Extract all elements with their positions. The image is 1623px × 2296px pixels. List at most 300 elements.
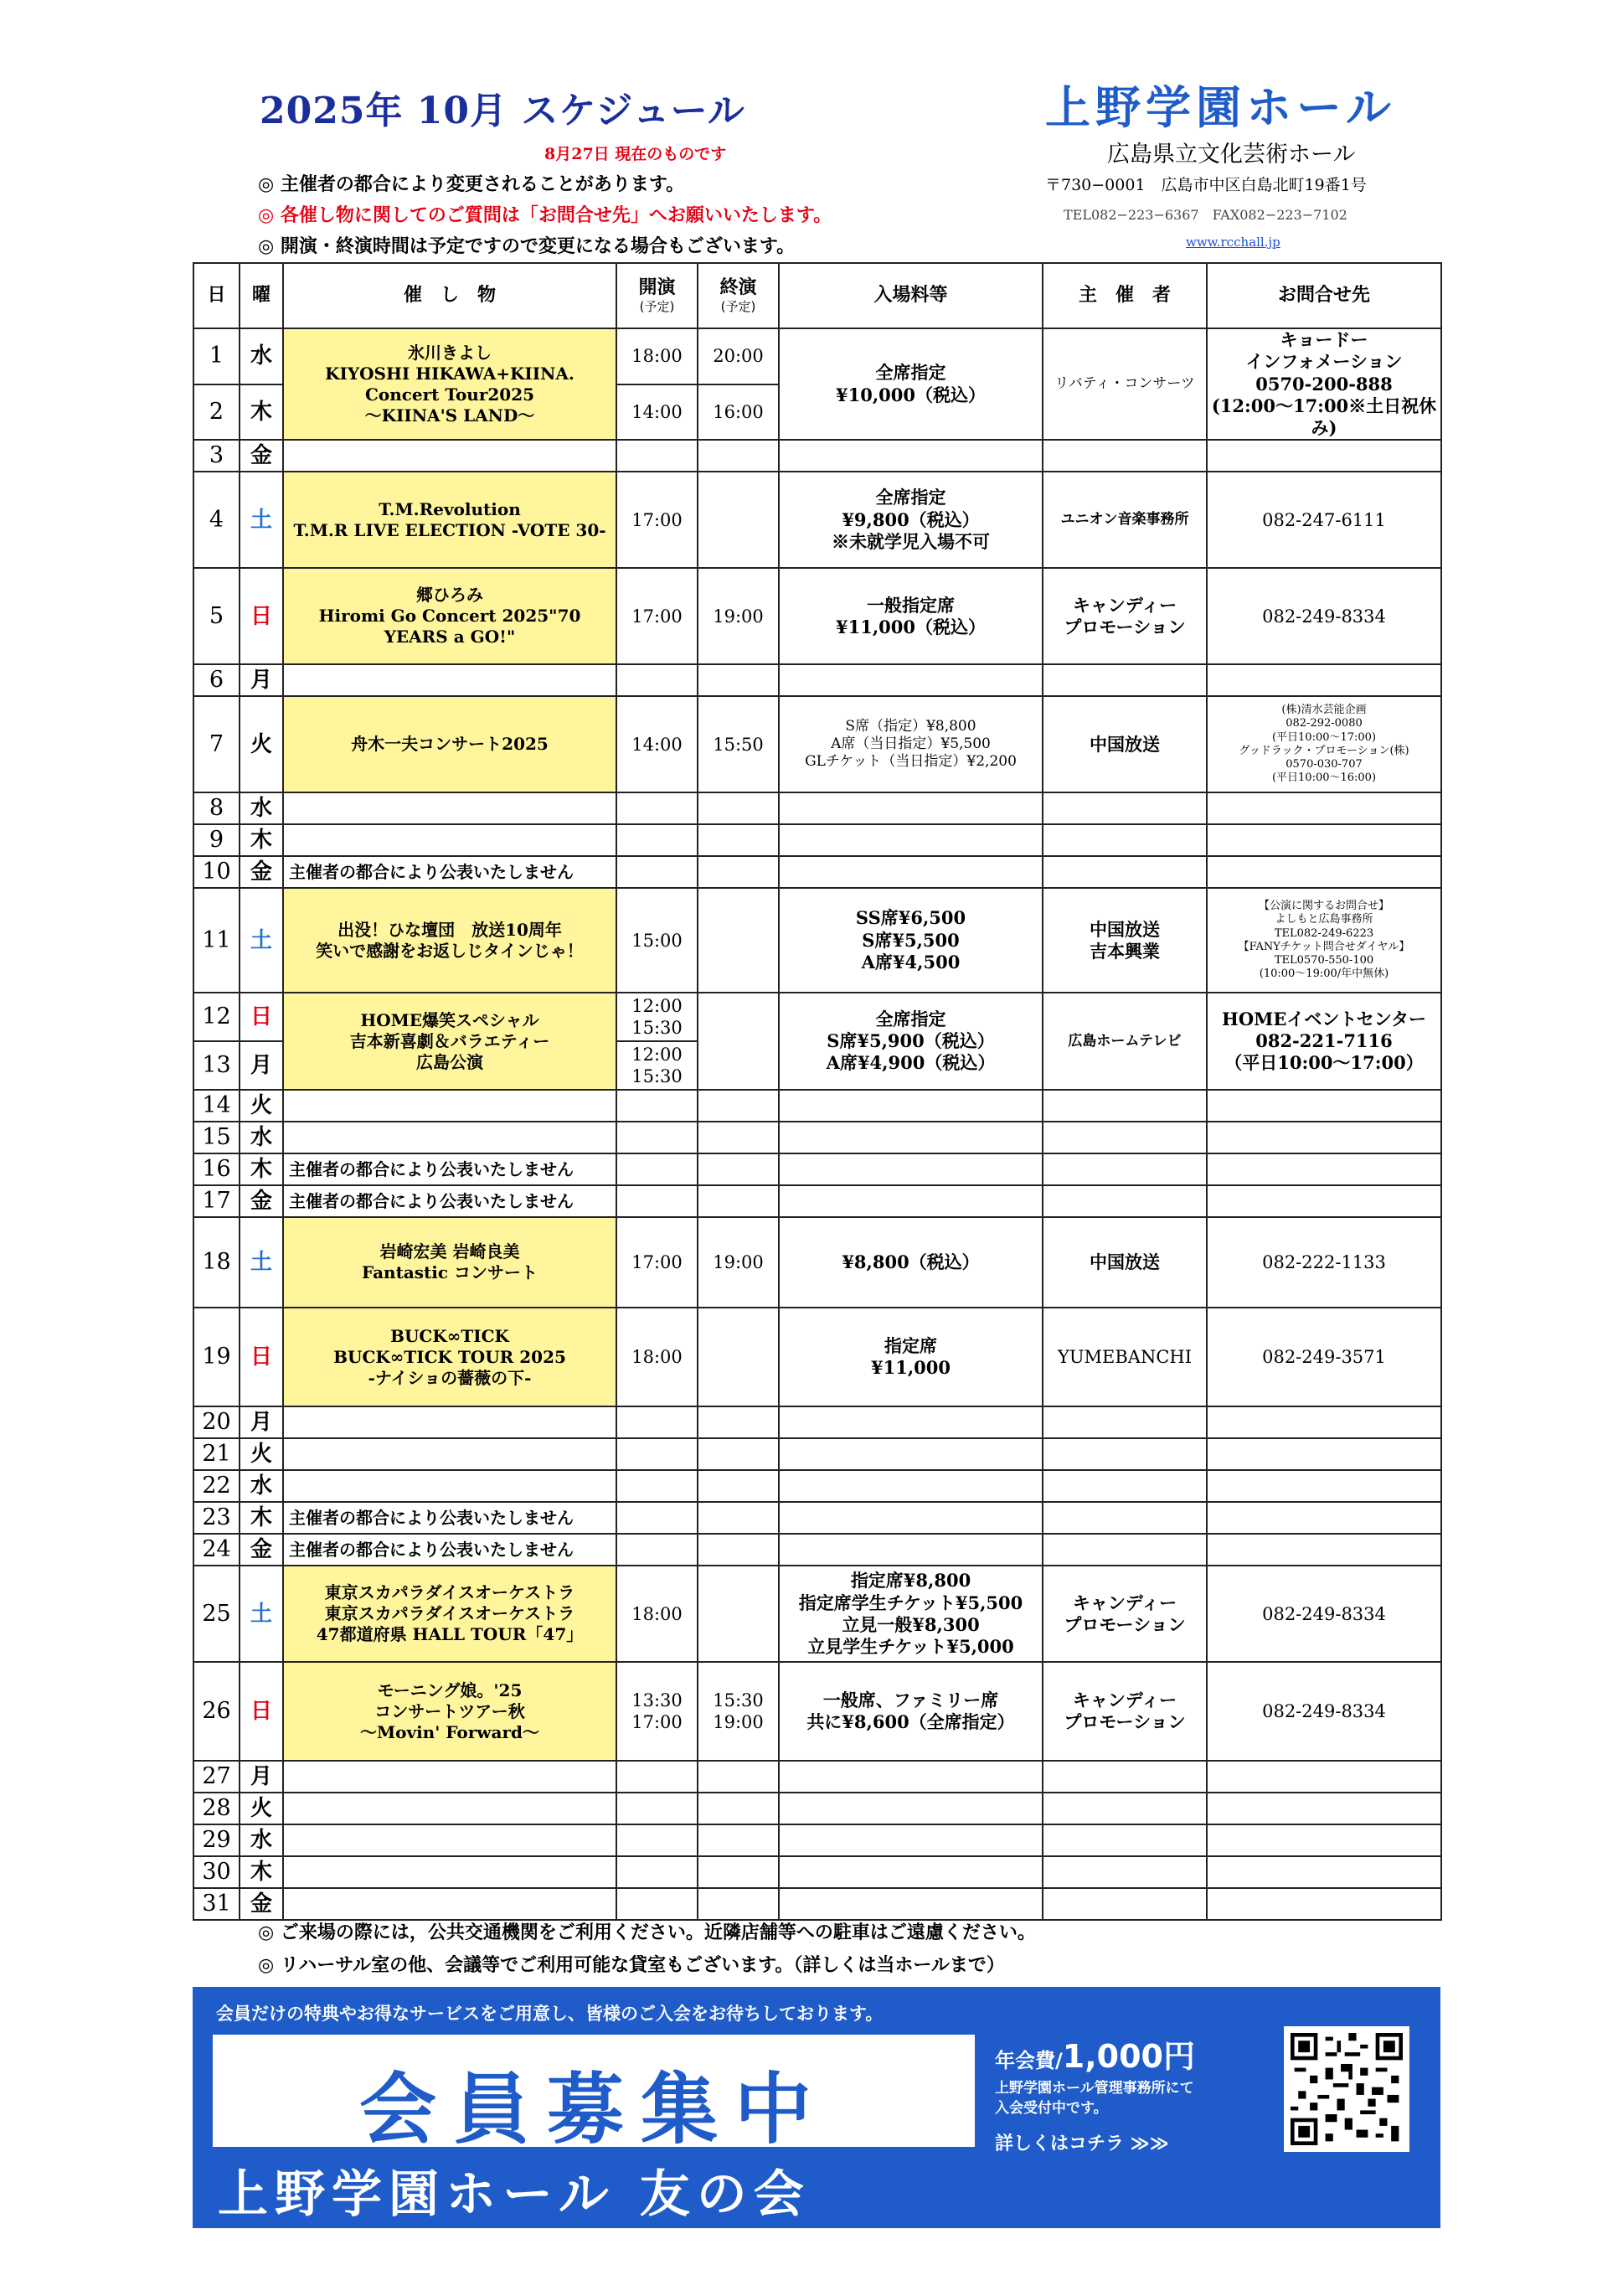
empty-cell	[698, 856, 779, 888]
event-cell: 出没！ひな壇団 放送10周年 笑いで感謝をお返しじタインじゃ！	[283, 888, 616, 993]
table-row	[193, 888, 1441, 993]
event-cell	[283, 440, 616, 472]
weekday-cell: 水	[240, 1824, 283, 1856]
fee-cell	[779, 1122, 1043, 1153]
header-open	[616, 263, 698, 328]
organizer-cell	[1043, 1824, 1207, 1856]
event-cell: T.M.Revolution T.M.R LIVE ELECTION -VOTE 30-	[283, 472, 616, 568]
empty-cell	[616, 1502, 698, 1534]
close-time-cell	[698, 824, 779, 856]
event-cell	[283, 1122, 616, 1153]
day-cell: 18	[193, 1217, 240, 1308]
day-cell: 11	[193, 888, 240, 993]
empty-cell	[698, 1153, 779, 1185]
day-cell: 2	[193, 384, 240, 441]
open-time-cell: 17:00	[616, 1217, 698, 1308]
banner-info: 上野学園ホール管理事務所にて 入会受付中です。	[995, 2080, 1194, 2117]
organizer-cell	[1043, 1761, 1207, 1793]
organizer-cell	[1043, 1406, 1207, 1438]
weekday-cell: 日	[240, 1662, 283, 1761]
table-row	[193, 1824, 1441, 1856]
organizer-cell	[1043, 1470, 1207, 1502]
open-time-cell: 17:00	[616, 472, 698, 568]
table-row	[193, 1470, 1441, 1502]
contact-cell	[1207, 664, 1441, 696]
open-time-cell	[616, 1406, 698, 1438]
organizer-cell	[1043, 1888, 1207, 1920]
contact-cell	[1207, 1856, 1441, 1888]
table-row	[193, 472, 1441, 568]
weekday-cell: 木	[240, 1856, 283, 1888]
event-cell: 舟木一夫コンサート2025	[283, 696, 616, 792]
header-event: 催 し 物	[283, 263, 616, 328]
event-cell	[283, 1761, 616, 1793]
contact-cell: (株)清水芸能企画 082-292-0080 (平日10:00〜17:00) グッドラック・プロモーション(株) 0570-030-707 (平日10:00〜16:00)	[1207, 696, 1441, 792]
contact-cell: HOMEイベントセンター 082-221-7116 （平日10:00〜17:00）	[1207, 993, 1441, 1090]
empty-cell	[779, 1185, 1043, 1217]
fee-cell: 指定席¥8,800 指定席学生チケット¥5,500 立見一般¥8,300 立見学生チケット¥5,000	[779, 1566, 1043, 1662]
contact-cell	[1207, 440, 1441, 472]
close-time-cell	[698, 1438, 779, 1470]
undisclosed-note: 主催者の都合により公表いたしません	[283, 1153, 616, 1185]
contact-cell	[1207, 1122, 1441, 1153]
table-header-row	[193, 263, 1441, 328]
open-time-cell: 13:30 17:00	[616, 1662, 698, 1761]
fee-cell	[779, 440, 1043, 472]
event-cell	[283, 792, 616, 824]
empty-cell	[1207, 1502, 1441, 1534]
header-fee: 入場料等	[779, 263, 1043, 328]
open-time-cell: 14:00	[616, 696, 698, 792]
contact-cell: 082-249-8334	[1207, 1662, 1441, 1761]
organizer-cell	[1043, 1438, 1207, 1470]
weekday-cell: 金	[240, 856, 283, 888]
contact-cell	[1207, 1470, 1441, 1502]
close-time-cell	[698, 1793, 779, 1824]
close-time-cell: 19:00	[698, 1217, 779, 1308]
table-row	[193, 792, 1441, 824]
event-cell: BUCK∞TICK BUCK∞TICK TOUR 2025 -ナイショの薔薇の下-	[283, 1308, 616, 1406]
empty-cell	[779, 1502, 1043, 1534]
day-cell: 6	[193, 664, 240, 696]
venue-tel-fax: TEL082−223−6367 FAX082−223−7102	[1064, 207, 1347, 223]
weekday-cell: 土	[240, 1566, 283, 1662]
header-close	[698, 263, 779, 328]
venue-logo: 上野学園ホール	[1045, 81, 1396, 134]
organizer-cell: 中国放送 吉本興業	[1043, 888, 1207, 993]
day-cell: 17	[193, 1185, 240, 1217]
close-time-cell	[698, 1761, 779, 1793]
venue-name: 広島県立文化芸術ホール	[1107, 142, 1356, 168]
open-time-cell	[616, 1761, 698, 1793]
empty-cell	[779, 1534, 1043, 1566]
table-row	[193, 568, 1441, 664]
event-cell: 東京スカパラダイスオーケストラ 東京スカパラダイスオーケストラ 47都道府県 HALL TOUR「47」	[283, 1566, 616, 1662]
organizer-cell: キャンディー プロモーション	[1043, 1662, 1207, 1761]
header-contact: お問合せ先	[1207, 263, 1441, 328]
table-row	[193, 1888, 1441, 1920]
close-time-cell	[698, 1090, 779, 1122]
day-cell: 8	[193, 792, 240, 824]
fee-value: 1,000円	[1062, 2038, 1195, 2075]
organizer-cell: YUMEBANCHI	[1043, 1308, 1207, 1406]
day-cell: 9	[193, 824, 240, 856]
header-note-3: ◎ 開演・終演時間は予定ですので変更になる場合もございます。	[258, 235, 796, 257]
weekday-cell: 火	[240, 696, 283, 792]
close-time-cell	[698, 993, 779, 1090]
organizer-cell	[1043, 1090, 1207, 1122]
weekday-cell: 火	[240, 1793, 283, 1824]
contact-cell	[1207, 792, 1441, 824]
weekday-cell: 金	[240, 440, 283, 472]
contact-cell: 【公演に関するお問合せ】 よしもと広島事務所 TEL082-249-6223 【FANYチケット問合せダイヤル】 TEL0570-550-100 (10:00〜19:00/年中無休)	[1207, 888, 1441, 993]
table-row	[193, 1566, 1441, 1662]
day-cell: 10	[193, 856, 240, 888]
empty-cell	[698, 1185, 779, 1217]
contact-cell	[1207, 1438, 1441, 1470]
open-time-cell	[616, 792, 698, 824]
close-time-cell: 20:00	[698, 328, 779, 384]
weekday-cell: 日	[240, 1308, 283, 1406]
weekday-cell: 木	[240, 824, 283, 856]
weekday-cell: 木	[240, 384, 283, 441]
undisclosed-note: 主催者の都合により公表いたしません	[283, 856, 616, 888]
open-time-cell: 17:00	[616, 568, 698, 664]
event-cell	[283, 1090, 616, 1122]
empty-cell	[698, 1534, 779, 1566]
event-cell	[283, 1888, 616, 1920]
close-time-cell	[698, 440, 779, 472]
header-organizer: 主 催 者	[1043, 263, 1207, 328]
fee-cell: 一般指定席 ¥11,000（税込）	[779, 568, 1043, 664]
weekday-cell: 月	[240, 664, 283, 696]
day-cell: 4	[193, 472, 240, 568]
footer-note-2: ◎ リハーサル室の他、会議等でご利用可能な貸室もございます。（詳しくは当ホールまで）	[258, 1954, 1005, 1976]
day-cell: 20	[193, 1406, 240, 1438]
as-of-date: 8月27日 現在のものです	[544, 145, 727, 163]
close-time-cell	[698, 1888, 779, 1920]
footer-note-1: ◎ ご来場の際には，公共交通機関をご利用ください。近隣店舗等への駐車はご遠慮ください。	[258, 1922, 1036, 1943]
open-time-cell	[616, 1122, 698, 1153]
fee-cell	[779, 664, 1043, 696]
organizer-cell	[1043, 792, 1207, 824]
close-time-cell: 15:50	[698, 696, 779, 792]
day-cell: 13	[193, 1041, 240, 1090]
organizer-cell	[1043, 1122, 1207, 1153]
page-title: 2025年 10月 スケジュール	[260, 90, 745, 132]
fee-cell	[779, 792, 1043, 824]
close-time-cell	[698, 472, 779, 568]
contact-cell: 082-247-6111	[1207, 472, 1441, 568]
fee-cell	[779, 1438, 1043, 1470]
fee-cell: SS席¥6,500 S席¥5,500 A席¥4,500	[779, 888, 1043, 993]
contact-cell	[1207, 1090, 1441, 1122]
organizer-cell	[1043, 664, 1207, 696]
fee-cell	[779, 824, 1043, 856]
fee-cell	[779, 1406, 1043, 1438]
header-note-1: ◎ 主催者の都合により変更されることがあります。	[258, 173, 685, 195]
fee-label: 年会費/	[995, 2049, 1063, 2072]
empty-cell	[779, 856, 1043, 888]
open-time-cell	[616, 1470, 698, 1502]
banner-main-text: 会員募集中	[358, 2065, 828, 2154]
empty-cell	[1207, 856, 1441, 888]
header-open-label: 開演	[638, 276, 676, 298]
venue-url-link[interactable]: www.rcchall.jp	[1186, 235, 1280, 250]
close-time-cell	[698, 1566, 779, 1662]
weekday-cell: 金	[240, 1185, 283, 1217]
close-time-cell: 15:30 19:00	[698, 1662, 779, 1761]
open-time-cell: 14:00	[616, 384, 698, 441]
undisclosed-note: 主催者の都合により公表いたしません	[283, 1534, 616, 1566]
day-cell: 31	[193, 1888, 240, 1920]
weekday-cell: 日	[240, 568, 283, 664]
day-cell: 26	[193, 1662, 240, 1761]
close-time-cell	[698, 792, 779, 824]
day-cell: 27	[193, 1761, 240, 1793]
event-cell	[283, 1438, 616, 1470]
weekday-cell: 月	[240, 1041, 283, 1090]
open-time-cell	[616, 664, 698, 696]
banner-club-name: 上野学園ホール 友の会	[218, 2165, 811, 2224]
weekday-cell: 水	[240, 792, 283, 824]
weekday-cell: 木	[240, 1502, 283, 1534]
fee-cell	[779, 1793, 1043, 1824]
table-row	[193, 856, 1441, 888]
day-cell: 24	[193, 1534, 240, 1566]
day-cell: 21	[193, 1438, 240, 1470]
open-time-cell: 15:00	[616, 888, 698, 993]
contact-cell: 082-249-8334	[1207, 568, 1441, 664]
fee-cell	[779, 1090, 1043, 1122]
table-row	[193, 1185, 1441, 1217]
empty-cell	[1043, 856, 1207, 888]
open-time-cell	[616, 440, 698, 472]
weekday-cell: 火	[240, 1090, 283, 1122]
header-day: 日	[193, 263, 240, 328]
open-time-cell	[616, 1856, 698, 1888]
open-time-cell	[616, 824, 698, 856]
table-row	[193, 824, 1441, 856]
table-row	[193, 1534, 1441, 1566]
day-cell: 25	[193, 1566, 240, 1662]
close-time-cell	[698, 1856, 779, 1888]
undisclosed-note: 主催者の都合により公表いたしません	[283, 1502, 616, 1534]
close-time-cell	[698, 1122, 779, 1153]
weekday-cell: 月	[240, 1761, 283, 1793]
weekday-cell: 水	[240, 1470, 283, 1502]
event-cell	[283, 824, 616, 856]
empty-cell	[1043, 1502, 1207, 1534]
empty-cell	[779, 1153, 1043, 1185]
table-row	[193, 1153, 1441, 1185]
empty-cell	[616, 1153, 698, 1185]
contact-cell: 082-249-3571	[1207, 1308, 1441, 1406]
weekday-cell: 水	[240, 328, 283, 384]
venue-address: 〒730−0001 広島市中区白島北町19番1号	[1045, 176, 1367, 194]
organizer-cell: ユニオン音楽事務所	[1043, 472, 1207, 568]
contact-cell	[1207, 824, 1441, 856]
table-row	[193, 696, 1441, 792]
organizer-cell: 中国放送	[1043, 696, 1207, 792]
weekday-cell: 土	[240, 888, 283, 993]
contact-cell: 082-249-8334	[1207, 1566, 1441, 1662]
event-cell: モーニング娘。'25 コンサートツアー秋 〜Movin' Forward〜	[283, 1662, 616, 1761]
weekday-cell: 月	[240, 1406, 283, 1438]
organizer-cell: キャンディー プロモーション	[1043, 1566, 1207, 1662]
organizer-cell: 広島ホームテレビ	[1043, 993, 1207, 1090]
table-row	[193, 1406, 1441, 1438]
fee-cell	[779, 1888, 1043, 1920]
day-cell: 1	[193, 328, 240, 384]
close-time-cell	[698, 888, 779, 993]
empty-cell	[1043, 1534, 1207, 1566]
membership-banner[interactable]	[193, 1987, 1440, 2228]
weekday-cell: 金	[240, 1888, 283, 1920]
day-cell: 29	[193, 1824, 240, 1856]
close-time-cell	[698, 1470, 779, 1502]
table-row	[193, 1761, 1441, 1793]
weekday-cell: 土	[240, 472, 283, 568]
table-row	[193, 1090, 1441, 1122]
empty-cell	[1207, 1185, 1441, 1217]
empty-cell	[1207, 1153, 1441, 1185]
banner-main-box	[213, 2035, 975, 2154]
empty-cell	[616, 856, 698, 888]
day-cell: 19	[193, 1308, 240, 1406]
contact-cell	[1207, 1793, 1441, 1824]
open-time-cell	[616, 1793, 698, 1824]
table-row	[193, 440, 1441, 472]
fee-cell	[779, 1824, 1043, 1856]
contact-cell	[1207, 1761, 1441, 1793]
fee-cell	[779, 1470, 1043, 1502]
details-link[interactable]: 詳しくはコチラ ≫≫	[995, 2133, 1169, 2154]
fee-cell: S席（指定）¥8,800 A席（当日指定）¥5,500 GLチケット（当日指定）¥2,200	[779, 696, 1043, 792]
table-row	[193, 1856, 1441, 1888]
table-row	[193, 1438, 1441, 1470]
organizer-cell	[1043, 1856, 1207, 1888]
close-time-cell: 16:00	[698, 384, 779, 441]
table-row	[193, 1217, 1441, 1308]
table-row	[193, 1793, 1441, 1824]
day-cell: 15	[193, 1122, 240, 1153]
open-time-cell: 12:00 15:30	[616, 1041, 698, 1090]
day-cell: 14	[193, 1090, 240, 1122]
event-cell: 郷ひろみ Hiromi Go Concert 2025"70 YEARS a GO!"	[283, 568, 616, 664]
event-cell: 岩崎宏美 岩崎良美 Fantastic コンサート	[283, 1217, 616, 1308]
event-cell	[283, 1470, 616, 1502]
close-time-cell	[698, 664, 779, 696]
open-time-cell	[616, 1824, 698, 1856]
qr-code-icon[interactable]	[1284, 2026, 1409, 2152]
event-cell: HOME爆笑スペシャル 吉本新喜劇＆バラエティー 広島公演	[283, 993, 616, 1090]
fee-cell	[779, 1761, 1043, 1793]
header-close-label: 終演	[719, 276, 757, 298]
day-cell: 23	[193, 1502, 240, 1534]
contact-cell: キョードー インフォメーション 0570-200-888 (12:00〜17:00※土日祝休み)	[1207, 328, 1441, 440]
event-cell: 氷川きよし KIYOSHI HIKAWA+KIINA. Concert Tour2025 〜KIINA'S LAND〜	[283, 328, 616, 440]
empty-cell	[698, 1502, 779, 1534]
contact-cell	[1207, 1406, 1441, 1438]
day-cell: 16	[193, 1153, 240, 1185]
fee-cell: 全席指定 S席¥5,900（税込） A席¥4,900（税込）	[779, 993, 1043, 1090]
event-cell	[283, 1406, 616, 1438]
open-time-cell	[616, 1438, 698, 1470]
header-open-planned: (予定)	[639, 299, 675, 315]
event-cell	[283, 664, 616, 696]
contact-cell	[1207, 1888, 1441, 1920]
open-time-cell: 18:00	[616, 1308, 698, 1406]
weekday-cell: 日	[240, 993, 283, 1041]
fee-cell: 全席指定 ¥9,800（税込） ※未就学児入場不可	[779, 472, 1043, 568]
fee-cell: 指定席 ¥11,000	[779, 1308, 1043, 1406]
table-row	[193, 328, 1441, 384]
event-cell	[283, 1856, 616, 1888]
banner-top-text: 会員だけの特典やお得なサービスをご用意し、皆様のご入会をお待ちしております。	[216, 2004, 884, 2024]
fee-cell: ¥8,800（税込）	[779, 1217, 1043, 1308]
header-note-2: ◎ 各催し物に関してのご質問は「お問合せ先」へお願いいたします。	[258, 204, 832, 226]
table-row	[193, 993, 1441, 1041]
organizer-cell: リバティ・コンサーツ	[1043, 328, 1207, 440]
event-cell	[283, 1793, 616, 1824]
day-cell: 28	[193, 1793, 240, 1824]
header-weekday: 曜	[240, 263, 283, 328]
annual-fee	[995, 2030, 1195, 2077]
day-cell: 7	[193, 696, 240, 792]
header-close-planned: (予定)	[720, 299, 756, 315]
empty-cell	[1043, 1185, 1207, 1217]
open-time-cell	[616, 1090, 698, 1122]
open-time-cell: 18:00	[616, 1566, 698, 1662]
schedule-table	[193, 262, 1442, 1921]
organizer-cell: 中国放送	[1043, 1217, 1207, 1308]
contact-cell: 082-222-1133	[1207, 1217, 1441, 1308]
close-time-cell	[698, 1406, 779, 1438]
day-cell: 30	[193, 1856, 240, 1888]
contact-cell	[1207, 1824, 1441, 1856]
schedule-body	[193, 328, 1441, 1920]
empty-cell	[616, 1534, 698, 1566]
empty-cell	[616, 1185, 698, 1217]
weekday-cell: 水	[240, 1122, 283, 1153]
empty-cell	[1207, 1534, 1441, 1566]
fee-cell	[779, 1856, 1043, 1888]
organizer-cell	[1043, 824, 1207, 856]
table-row	[193, 1502, 1441, 1534]
day-cell: 3	[193, 440, 240, 472]
organizer-cell	[1043, 440, 1207, 472]
weekday-cell: 金	[240, 1534, 283, 1566]
table-row	[193, 1662, 1441, 1761]
table-row	[193, 664, 1441, 696]
organizer-cell: キャンディー プロモーション	[1043, 568, 1207, 664]
undisclosed-note: 主催者の都合により公表いたしません	[283, 1185, 616, 1217]
close-time-cell	[698, 1824, 779, 1856]
day-cell: 22	[193, 1470, 240, 1502]
qr-code-graphic	[1291, 2033, 1403, 2145]
close-time-cell	[698, 1308, 779, 1406]
open-time-cell	[616, 1888, 698, 1920]
table-row	[193, 1308, 1441, 1406]
open-time-cell: 12:00 15:30	[616, 993, 698, 1041]
table-row	[193, 1122, 1441, 1153]
close-time-cell: 19:00	[698, 568, 779, 664]
open-time-cell: 18:00	[616, 328, 698, 384]
weekday-cell: 火	[240, 1438, 283, 1470]
fee-cell: 全席指定 ¥10,000（税込）	[779, 328, 1043, 440]
organizer-cell	[1043, 1793, 1207, 1824]
